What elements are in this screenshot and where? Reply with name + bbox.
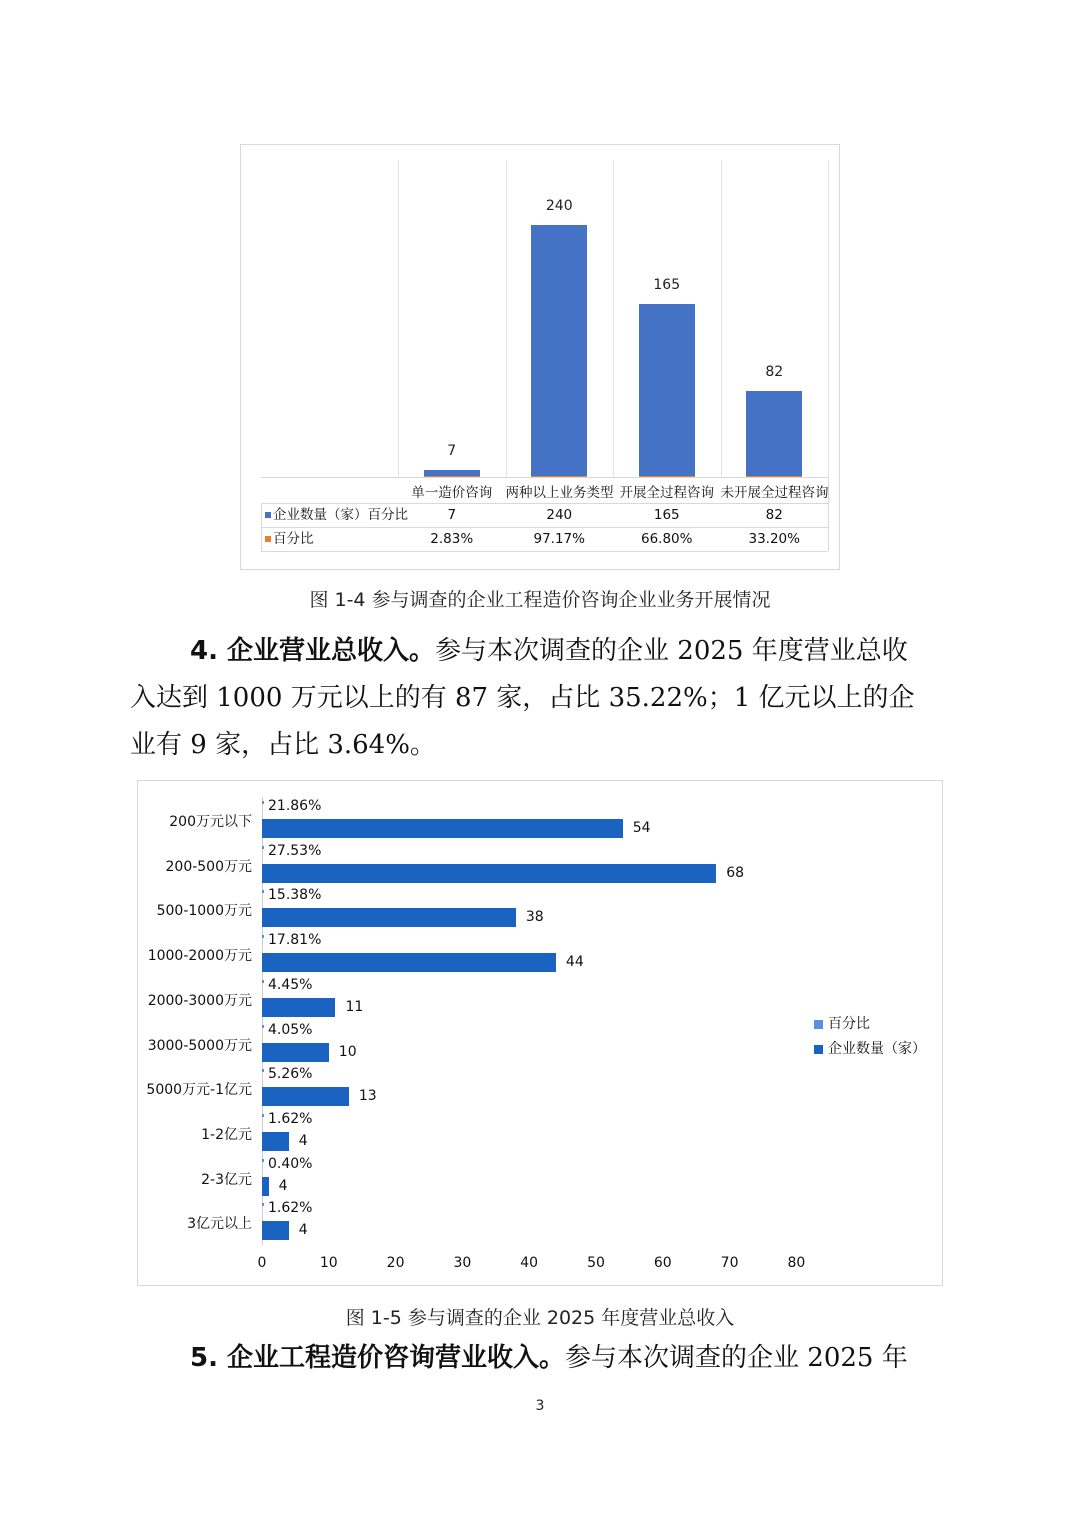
business-types-chart [240, 144, 840, 570]
legend-percent [814, 1013, 870, 1033]
revenue-chart [137, 780, 943, 1286]
count-bar [262, 1221, 289, 1240]
percent-bar [262, 1114, 264, 1117]
category-label: 2-3亿元 [201, 1171, 252, 1188]
count-bar [746, 391, 802, 477]
category-label: 5000万元-1亿元 [146, 1082, 252, 1099]
count-data-label: 38 [525, 909, 544, 926]
page-number: 3 [535, 1398, 545, 1414]
table-count-cell: 7 [447, 507, 457, 523]
percent-data-label: 0.40% [268, 1155, 313, 1172]
percent-data-label: 4.45% [268, 976, 313, 993]
count-data-label: 4 [298, 1222, 308, 1239]
count-bar [262, 864, 716, 883]
category-label: 500-1000万元 [156, 903, 252, 920]
x-tick-label: 20 [386, 1255, 405, 1271]
count-bar [262, 1043, 329, 1062]
x-tick-label: 80 [787, 1255, 806, 1271]
section4-line2: 入达到 1000 万元以上的有 87 家，占比 35.22%；1 亿元以上的企 [130, 683, 915, 713]
category-label: 200万元以下 [169, 814, 252, 830]
table-count-cell: 82 [765, 507, 783, 523]
count-data-label: 13 [358, 1088, 377, 1105]
table-row-percent-label [265, 528, 314, 550]
count-bar [262, 953, 556, 972]
table-count-cell: 240 [546, 507, 573, 523]
percent-data-label: 1.62% [268, 1200, 313, 1217]
category-label: 2000-3000万元 [147, 992, 252, 1009]
count-data-label: 4 [298, 1132, 308, 1149]
percent-bar [262, 890, 264, 893]
percent-data-label: 27.53% [268, 842, 322, 859]
count-data-label: 11 [345, 998, 364, 1015]
section4-line3: 业有 9 家，占比 3.64%。 [130, 730, 436, 760]
column-divider [506, 160, 507, 477]
column-divider [398, 160, 399, 477]
category-label: 开展全过程咨询 [619, 485, 714, 501]
x-tick-label: 40 [520, 1255, 539, 1271]
legend-count-swatch [814, 1045, 823, 1054]
count-data-label: 10 [338, 1043, 357, 1060]
x-tick-label: 50 [587, 1255, 605, 1271]
percent-bar [262, 935, 264, 938]
table-row-count-label [265, 504, 408, 526]
count-data-label: 82 [765, 363, 784, 380]
legend-count-label: 企业数量（家） [828, 1041, 926, 1057]
table-count-cell: 165 [653, 507, 680, 523]
percent-bar [262, 801, 264, 804]
x-tick-label: 60 [653, 1255, 672, 1271]
percent-data-label: 1.62% [268, 1110, 313, 1127]
category-label: 1000-2000万元 [147, 948, 252, 965]
category-label: 3亿元以上 [187, 1216, 252, 1233]
section5-line1 [190, 1335, 950, 1382]
count-data-label: 54 [632, 820, 651, 836]
column-divider [721, 160, 722, 477]
x-tick-label: 30 [453, 1255, 472, 1271]
category-label: 两种以上业务类型 [505, 485, 614, 501]
figure-1-4-caption: 图 1-4 参与调查的企业工程造价咨询企业业务开展情况 [309, 589, 771, 611]
table-percent-cell: 97.17% [533, 531, 585, 547]
section5-line1-text: 参与本次调查的企业 2025 年 [565, 1343, 908, 1373]
percent-data-label: 17.81% [268, 932, 322, 949]
percent-data-label: 5.26% [268, 1066, 313, 1083]
count-bar [262, 908, 516, 927]
section4-line1-text: 参与本次调查的企业 2025 年度营业总收 [435, 636, 908, 666]
percent-bar [262, 846, 264, 849]
count-bar [531, 225, 587, 477]
x-tick-label: 70 [720, 1255, 739, 1271]
table-percent-cell: 33.20% [748, 531, 800, 547]
count-data-label: 68 [726, 864, 745, 881]
section4-line1 [190, 628, 950, 675]
count-data-label: 240 [545, 198, 573, 214]
percent-data-label: 15.38% [268, 887, 322, 904]
category-label: 未开展全过程咨询 [720, 485, 829, 501]
count-bar [639, 304, 695, 477]
table-percent-cell: 66.80% [641, 531, 693, 547]
column-divider [613, 160, 614, 477]
table-rule [261, 527, 828, 528]
x-tick-label: 10 [319, 1255, 338, 1271]
percent-bar [262, 1069, 264, 1072]
legend-count [814, 1038, 926, 1058]
table-row-percent-text: 百分比 [273, 531, 314, 547]
percent-bar [262, 980, 264, 983]
percent-bar [262, 1025, 264, 1028]
count-data-label: 44 [565, 954, 584, 971]
table-percent-cell: 2.83% [430, 531, 474, 547]
percent-data-label: 4.05% [268, 1021, 313, 1038]
count-bar [262, 1132, 289, 1151]
count-data-label: 165 [653, 276, 681, 293]
category-label: 单一造价咨询 [411, 485, 493, 501]
count-bar [262, 819, 623, 838]
legend-percent-swatch [814, 1020, 823, 1029]
legend-count-swatch [265, 512, 271, 518]
figure-1-5-caption: 图 1-5 参与调查的企业 2025 年度营业总收入 [345, 1307, 735, 1329]
table-row-count-text: 企业数量（家）百分比 [273, 507, 408, 523]
table-rule [261, 551, 828, 552]
section5-heading: 5. 企业工程造价咨询营业收入。 [190, 1343, 566, 1373]
category-label: 3000-5000万元 [147, 1037, 252, 1054]
table-rule [828, 477, 829, 551]
count-bar [262, 1177, 269, 1196]
count-bar [262, 1087, 349, 1106]
category-label: 1-2亿元 [201, 1126, 252, 1143]
legend-percent-swatch [265, 536, 271, 542]
count-data-label: 4 [278, 1177, 288, 1194]
legend-percent-label: 百分比 [828, 1016, 870, 1032]
table-rule [261, 477, 828, 478]
percent-bar [262, 1159, 264, 1162]
percent-data-label: 21.86% [268, 798, 322, 814]
category-label: 200-500万元 [165, 858, 252, 875]
table-rule [261, 503, 262, 551]
percent-bar [262, 1203, 264, 1206]
count-bar [262, 998, 335, 1017]
column-divider [828, 160, 829, 477]
x-tick-label: 0 [257, 1255, 267, 1271]
section4-heading: 4. 企业营业总收入。 [190, 636, 436, 666]
count-data-label: 7 [447, 442, 457, 459]
